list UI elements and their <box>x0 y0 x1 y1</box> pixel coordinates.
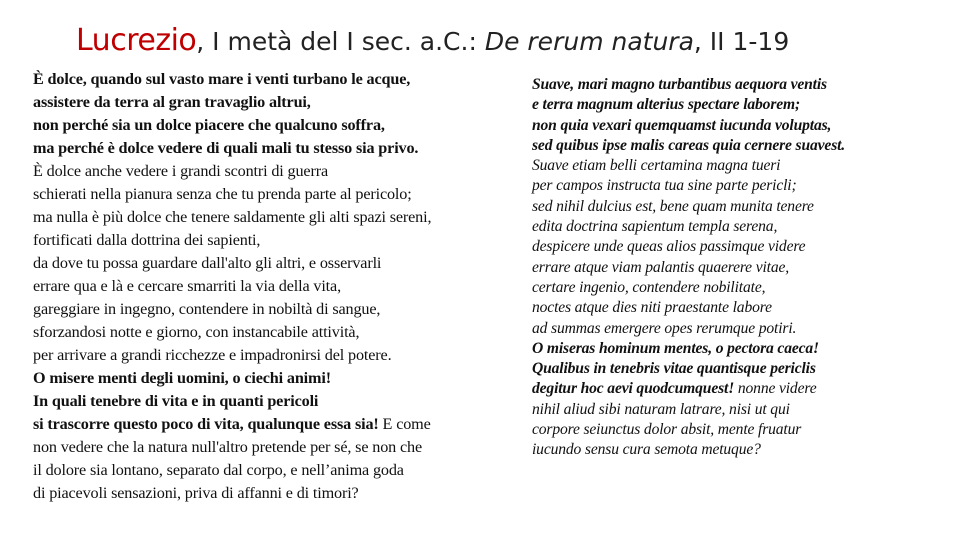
translation-line <box>33 206 523 229</box>
verse-segment: errare qua e là e cercare smarriti la via della vita, <box>33 277 341 295</box>
translation-line <box>33 413 523 436</box>
verse-segment: di piacevoli sensazioni, priva di affanni e di timori? <box>33 484 359 502</box>
verse-segment: da dove tu possa guardare dall'alto gli altri, e osservarli <box>33 254 382 272</box>
verse-segment: certare ingenio, contendere nobilitate, <box>532 278 766 296</box>
translation-line <box>33 160 523 183</box>
verse-segment: edita doctrina sapientum templa serena, <box>532 218 778 236</box>
verse-segment: nonne videre <box>734 380 817 398</box>
latin-line <box>532 359 950 379</box>
verse-segment: degitur hoc aevi quodcumquest! <box>532 380 735 398</box>
verse-segment: e terra magnum alterius spectare laborem; <box>532 96 801 114</box>
title-verses: , II 1-19 <box>693 27 790 56</box>
latin-line <box>532 95 950 115</box>
latin-line <box>532 75 950 95</box>
latin-line <box>532 400 950 420</box>
latin-line <box>532 156 950 176</box>
translation-line <box>33 114 523 137</box>
verse-segment: Qualibus in tenebris vitae quantisque periclis <box>532 360 816 378</box>
title-period: , I metà del I sec. a.C.: <box>196 27 485 56</box>
work-title: De rerum natura <box>484 27 694 56</box>
verse-segment: schierati nella pianura senza che tu prenda parte al pericolo; <box>33 185 412 203</box>
verse-segment: sed nihil dulcius est, bene quam munita tenere <box>532 197 814 215</box>
verse-segment: sed quibus ipse malis careas quia cernere suavest. <box>532 136 846 154</box>
latin-line <box>532 237 950 257</box>
italian-translation-column <box>33 68 523 505</box>
verse-segment: iucundo sensu cura semota metuque? <box>532 441 761 459</box>
verse-segment: il dolore sia lontano, separato dal corpo, e nell’anima goda <box>33 461 404 479</box>
latin-line <box>532 258 950 278</box>
translation-line <box>33 137 523 160</box>
translation-line <box>33 344 523 367</box>
latin-line <box>532 278 950 298</box>
verse-segment: per arrivare a grandi ricchezze e impadronirsi del potere. <box>33 346 392 364</box>
translation-line <box>33 390 523 413</box>
verse-segment: ma nulla è più dolce che tenere saldamente gli alti spazi sereni, <box>33 208 432 226</box>
author-name: Lucrezio <box>76 23 197 58</box>
verse-segment: È dolce anche vedere i grandi scontri di guerra <box>33 162 328 180</box>
verse-segment: nihil aliud sibi naturam latrare, nisi ut qui <box>532 400 790 418</box>
latin-line <box>532 298 950 318</box>
latin-line <box>532 197 950 217</box>
latin-line <box>532 379 950 399</box>
verse-segment: ma perché è dolce vedere di quali mali tu stesso sia privo. <box>33 139 419 157</box>
translation-line <box>33 298 523 321</box>
latin-line <box>532 116 950 136</box>
translation-line <box>33 183 523 206</box>
latin-line <box>532 339 950 359</box>
verse-segment: O miseras hominum mentes, o pectora caeca! <box>532 339 819 357</box>
translation-line <box>33 252 523 275</box>
verse-segment: non perché sia un dolce piacere che qualcuno soffra, <box>33 116 385 134</box>
latin-line <box>532 217 950 237</box>
translation-line <box>33 321 523 344</box>
verse-segment: gareggiare in ingegno, contendere in nobiltà di sangue, <box>33 300 381 318</box>
verse-segment: assistere da terra al gran travaglio altrui, <box>33 93 311 111</box>
verse-segment: In quali tenebre di vita e in quanti pericoli <box>33 392 319 410</box>
verse-segment: E come <box>378 415 431 433</box>
verse-segment: sforzandosi notte e giorno, con instancabile attività, <box>33 323 360 341</box>
verse-segment: non quia vexari quemquamst iucunda voluptas, <box>532 116 832 134</box>
verse-segment: corpore seiunctus dolor absit, mente fruatur <box>532 421 802 439</box>
latin-line <box>532 136 950 156</box>
verse-segment: È dolce, quando sul vasto mare i venti turbano le acque, <box>33 70 411 88</box>
latin-line <box>532 176 950 196</box>
verse-segment: Suave etiam belli certamina magna tueri <box>532 157 781 175</box>
verse-segment: errare atque viam palantis quaerere vitae, <box>532 258 790 276</box>
translation-line <box>33 436 523 459</box>
verse-segment: si trascorre questo poco di vita, qualunque essa sia! <box>33 415 379 433</box>
verse-segment: fortificati dalla dottrina dei sapienti, <box>33 231 261 249</box>
verse-segment: noctes atque dies niti praestante labore <box>532 299 772 317</box>
translation-line <box>33 275 523 298</box>
slide-title <box>76 18 936 64</box>
verse-segment: O misere menti degli uomini, o ciechi animi! <box>33 369 331 387</box>
translation-line <box>33 91 523 114</box>
verse-segment: per campos instructa tua sine parte pericli; <box>532 177 797 195</box>
latin-line <box>532 440 950 460</box>
verse-segment: despicere unde queas alios passimque videre <box>532 238 806 256</box>
translation-line <box>33 68 523 91</box>
verse-segment: ad summas emergere opes rerumque potiri. <box>532 319 797 337</box>
latin-line <box>532 420 950 440</box>
translation-line <box>33 229 523 252</box>
latin-line <box>532 319 950 339</box>
latin-text-column <box>532 75 950 461</box>
verse-segment: Suave, mari magno turbantibus aequora ventis <box>532 76 827 93</box>
translation-line <box>33 367 523 390</box>
translation-line <box>33 459 523 482</box>
verse-segment: non vedere che la natura null'altro pretende per sé, se non che <box>33 438 422 456</box>
translation-line <box>33 482 523 505</box>
